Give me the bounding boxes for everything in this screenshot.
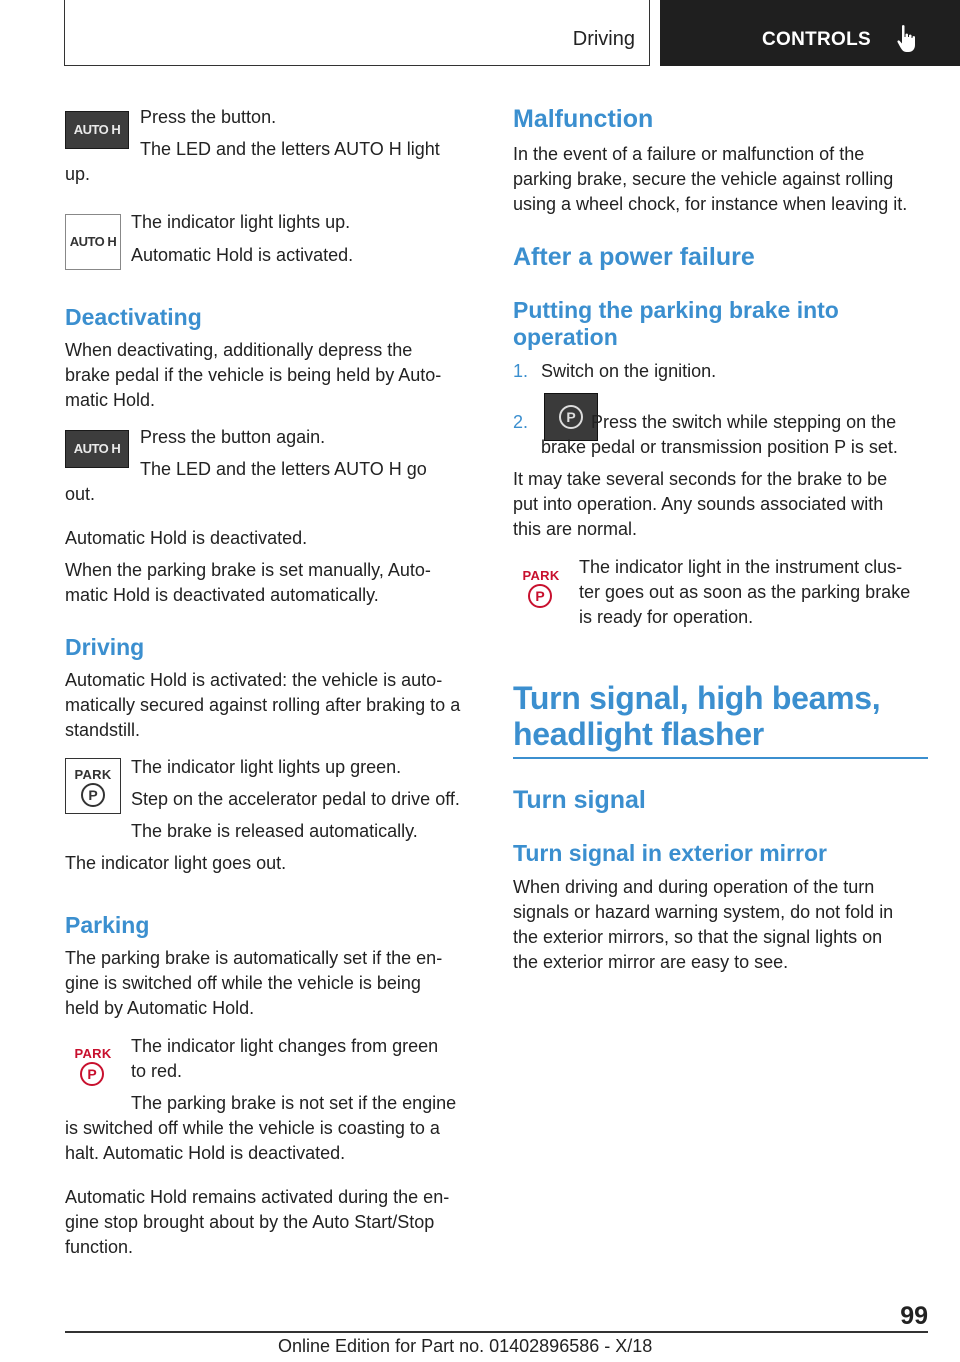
- text-cluster-3: is ready for operation.: [579, 607, 754, 627]
- text-seconds-1: It may take several seconds for the brake to be: [513, 469, 888, 489]
- text-remains-1: Automatic Hold remains activated during the en‐: [65, 1187, 450, 1207]
- header-chapter-label: CONTROLS: [762, 29, 872, 50]
- step-2-text-1: Press the switch while stepping on the: [591, 412, 897, 432]
- text-malfunction-3: using a wheel chock, for instance when leaving it.: [513, 194, 908, 214]
- text-parking-3: held by Automatic Hold.: [65, 998, 255, 1018]
- header-chapter-tab: [660, 0, 960, 66]
- text-released-automatically: The brake is released automatically.: [131, 821, 418, 841]
- text-mirror-4: the exterior mirror are easy to see.: [513, 952, 789, 972]
- text-light-goes-out: The indicator light goes out.: [65, 853, 287, 873]
- text-green-to-red-2: to red.: [131, 1061, 183, 1081]
- text-step-accelerator: Step on the accelerator pedal to drive off.: [131, 789, 460, 809]
- text-mirror-1: When driving and during operation of the turn: [513, 877, 875, 897]
- auto-h-button-icon: AUTO H: [65, 430, 129, 468]
- heading-driving: Driving: [65, 634, 145, 660]
- page-number: 99: [900, 1302, 928, 1330]
- text-malfunction-2: parking brake, secure the vehicle against rolling: [513, 169, 894, 189]
- heading-parking: Parking: [65, 912, 150, 938]
- text-seconds-2: put into operation. Any sounds associated with: [513, 494, 884, 514]
- heading-turn-signal-section-2: headlight flasher: [513, 716, 764, 752]
- auto-h-indicator-icon: AUTO H: [65, 214, 121, 270]
- text-deactivating-3: matic Hold.: [65, 390, 156, 410]
- heading-operation-1: Putting the parking brake into: [513, 297, 839, 323]
- text-driving-3: standstill.: [65, 720, 141, 740]
- heading-power-failure: After a power failure: [513, 243, 755, 271]
- text-cluster-1: The indicator light in the instrument clus‐: [579, 557, 903, 577]
- text-parking-2: gine is switched off while the vehicle is being: [65, 973, 421, 993]
- text-not-set-2: is switched off while the vehicle is coasting to a: [65, 1118, 440, 1138]
- pointing-hand-icon: [896, 24, 920, 54]
- step-1-number: 1.: [513, 361, 529, 381]
- text-remains-2: gine stop brought about by the Auto Start/Stop: [65, 1212, 435, 1232]
- text-led-go-out: The LED and the letters AUTO H go: [140, 459, 427, 479]
- text-press-again: Press the button again.: [140, 427, 326, 447]
- heading-operation-2: operation: [513, 324, 618, 350]
- text-not-set-3: halt. Automatic Hold is deactivated.: [65, 1143, 346, 1163]
- heading-mirror-turn-signal: Turn signal in exterior mirror: [513, 840, 827, 866]
- text-mirror-3: the exterior mirrors, so that the signal lights on: [513, 927, 883, 947]
- text-driving-1: Automatic Hold is activated: the vehicle is auto‐: [65, 670, 443, 690]
- text-green-to-red-1: The indicator light changes from green: [131, 1036, 439, 1056]
- text-cluster-2: ter goes out as soon as the parking brake: [579, 582, 911, 602]
- text-driving-2: matically secured against rolling after braking to a: [65, 695, 461, 715]
- auto-h-button-icon: AUTO H: [65, 111, 129, 149]
- section-rule: [513, 757, 928, 759]
- text-seconds-3: this are normal.: [513, 519, 638, 539]
- text-auto-hold-activated: Automatic Hold is activated.: [131, 245, 354, 265]
- step-2-text-2: brake pedal or transmission position P is set.: [541, 437, 898, 457]
- step-1-text: Switch on the ignition.: [541, 361, 717, 381]
- text-press-button: Press the button.: [140, 107, 277, 127]
- footer-edition: Online Edition for Part no. 01402896586 - X/18: [278, 1336, 653, 1356]
- text-deactivating-2: brake pedal if the vehicle is being held by Auto‐: [65, 365, 442, 385]
- text-deactivating-1: When deactivating, additionally depress the: [65, 340, 413, 360]
- heading-turn-signal: Turn signal: [513, 786, 646, 814]
- text-manual-2: matic Hold is deactivated automatically.: [65, 585, 379, 605]
- text-not-set-1: The parking brake is not set if the engine: [131, 1093, 457, 1113]
- header-section-label: Driving: [572, 28, 635, 50]
- park-red-indicator-icon: PARK P: [65, 1040, 121, 1092]
- parking-brake-switch-icon: P: [544, 393, 598, 441]
- step-2-number: 2.: [513, 412, 529, 432]
- header-section-tab: [64, 0, 650, 66]
- text-malfunction-1: In the event of a failure or malfunction of the: [513, 144, 865, 164]
- text-remains-3: function.: [65, 1237, 134, 1257]
- footer-divider: [65, 1331, 928, 1333]
- park-green-indicator-icon: PARK P: [65, 758, 121, 814]
- text-green-light: The indicator light lights up green.: [131, 757, 402, 777]
- text-indicator-lights-up: The indicator light lights up.: [131, 212, 351, 232]
- text-parking-1: The parking brake is automatically set if the en‐: [65, 948, 443, 968]
- heading-deactivating: Deactivating: [65, 304, 202, 330]
- heading-turn-signal-section-1: Turn signal, high beams,: [513, 680, 881, 716]
- text-auto-hold-deactivated: Automatic Hold is deactivated.: [65, 528, 308, 548]
- text-led-light-up: The LED and the letters AUTO H light: [140, 139, 440, 159]
- text-manual-1: When the parking brake is set manually, Auto‐: [65, 560, 431, 580]
- text-led-go-out-cont: out.: [65, 484, 96, 504]
- park-red-indicator-icon: PARK P: [513, 562, 569, 614]
- text-mirror-2: signals or hazard warning system, do not fold in: [513, 902, 894, 922]
- text-led-light-up-cont: up.: [65, 164, 91, 184]
- heading-malfunction: Malfunction: [513, 105, 654, 133]
